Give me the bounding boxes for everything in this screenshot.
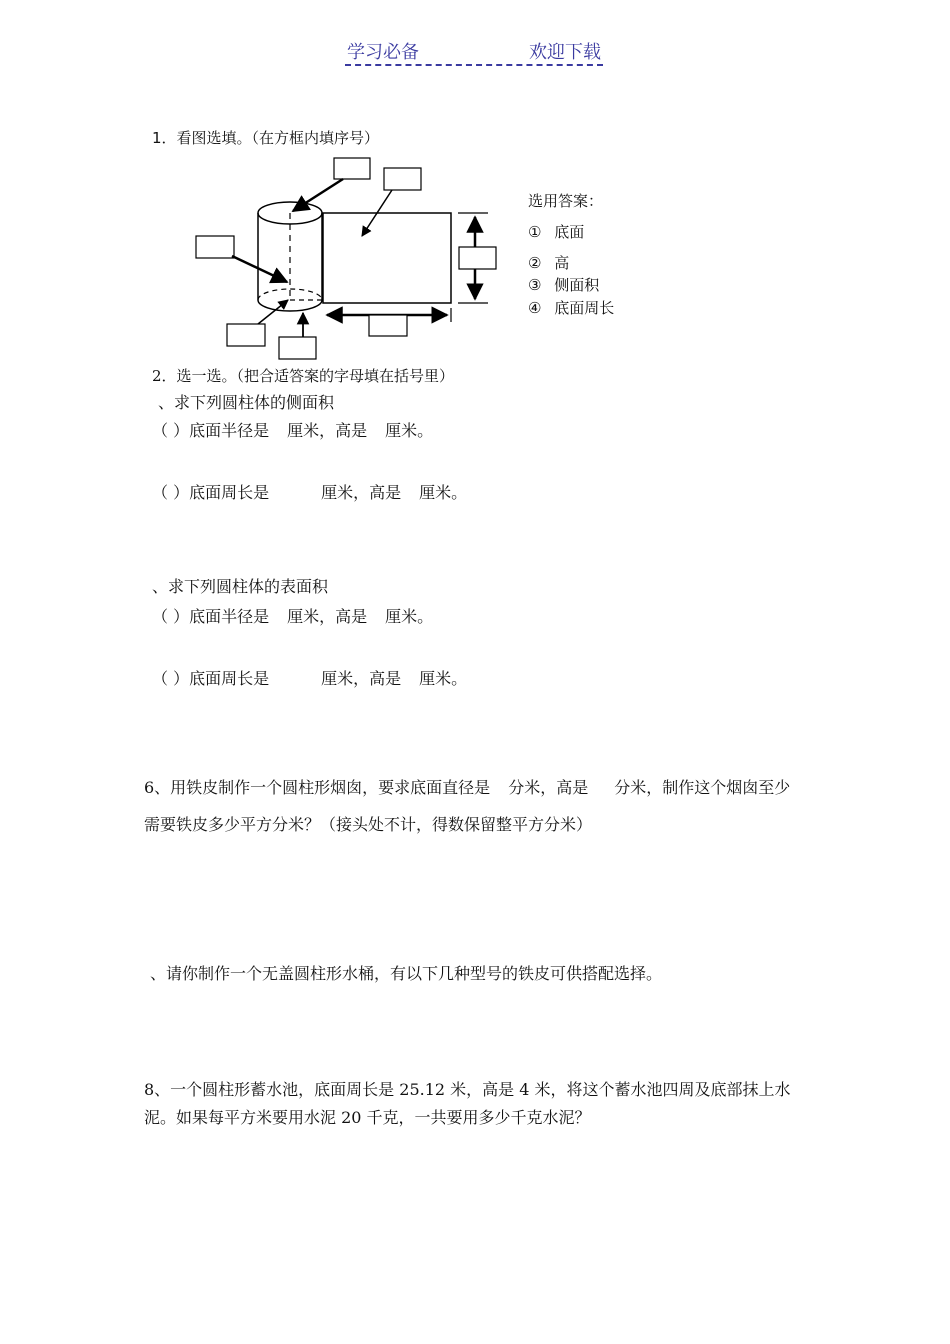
q2-part1-b-unit2: 厘米。 (419, 483, 468, 502)
q6-line2: 需要铁皮多少平方分米？（接头处不计，得数保留整平方分米） (144, 815, 593, 834)
q6-line1-c: 分米，制作这个烟囱至少 (614, 778, 791, 797)
q1-option-4-label: 底面周长 (554, 299, 615, 317)
q1-option-3 (528, 275, 599, 295)
q6-line1 (144, 778, 790, 798)
q1-option-2-num: ② (528, 254, 542, 272)
lateral-rectangle (323, 213, 451, 303)
q7-text: 、请你制作一个无盖圆柱形水桶，有以下几种型号的铁皮可供搭配选择。 (150, 964, 663, 983)
q1-option-2-label: 高 (554, 254, 570, 272)
q2-part2-a-unit2: 厘米。 (385, 607, 434, 626)
q6-line1-a: 6、用铁皮制作一个圆柱形烟囱，要求底面直径是 (144, 778, 491, 797)
q2-part1-item-a (152, 421, 433, 441)
q2-part1-a-unit1: 厘米，高是 (287, 421, 368, 440)
q1-option-4 (528, 298, 614, 318)
q2-part2-b-prefix: （ ）底面周长是 (152, 669, 270, 688)
q2-part2-b-unit1: 厘米，高是 (321, 669, 402, 688)
q2-part1-b-unit1: 厘米，高是 (321, 483, 402, 502)
q1-option-1-label: 底面 (554, 223, 585, 241)
answer-box-top-base (334, 158, 370, 179)
q2-part1-a-prefix: （ ）底面半径是 (152, 421, 270, 440)
header-left-text: 学习必备 (347, 42, 419, 63)
q1-option-1 (528, 222, 584, 242)
answer-box-rect-width (369, 315, 407, 336)
q2-title: 2．选一选。（把合适答案的字母填在括号里） (152, 367, 455, 385)
header-right-text: 欢迎下载 (529, 42, 601, 63)
q2-part2-item-b (152, 669, 467, 689)
q2-part2-heading: 、求下列圆柱体的表面积 (152, 577, 329, 596)
q8-line1: 8、一个圆柱形蓄水池，底面周长是 25.12 米，高是 4 米，将这个蓄水池四周及底部抹上水 (144, 1080, 791, 1099)
q2-part1-a-unit2: 厘米。 (385, 421, 434, 440)
q6-line1-b: 分米，高是 (508, 778, 589, 797)
q1-option-3-label: 侧面积 (554, 276, 600, 294)
q2-part2-b-unit2: 厘米。 (419, 669, 468, 688)
q1-option-4-num: ④ (528, 299, 542, 317)
arrow-to-height (232, 256, 287, 282)
q2-part1-heading: 、求下列圆柱体的侧面积 (158, 393, 335, 412)
q1-option-1-num: ① (528, 223, 542, 241)
answer-box-bottom-base (227, 324, 265, 346)
q1-legend-title: 选用答案： (528, 192, 604, 210)
arrow-to-top-base (293, 179, 343, 211)
cylinder-diagram (0, 0, 950, 380)
answer-box-rect-height (459, 247, 496, 269)
answer-box-lateral (384, 168, 421, 190)
q2-part2-a-unit1: 厘米，高是 (287, 607, 368, 626)
q2-part1-b-prefix: （ ）底面周长是 (152, 483, 270, 502)
q2-part2-item-a (152, 607, 433, 627)
answer-box-radius (279, 337, 316, 359)
q2-part1-item-b (152, 483, 467, 503)
q1-option-2 (528, 253, 569, 273)
answer-box-height (196, 236, 234, 258)
q2-part2-a-prefix: （ ）底面半径是 (152, 607, 270, 626)
cylinder-bottom-front (258, 300, 322, 311)
q8-line2: 泥。如果每平方米要用水泥 20 千克，一共要用多少千克水泥？ (144, 1108, 591, 1127)
arrow-to-bottom-base (258, 300, 288, 324)
q1-option-3-num: ③ (528, 276, 542, 294)
q1-title: 1．看图选填。（在方框内填序号） (152, 129, 380, 147)
